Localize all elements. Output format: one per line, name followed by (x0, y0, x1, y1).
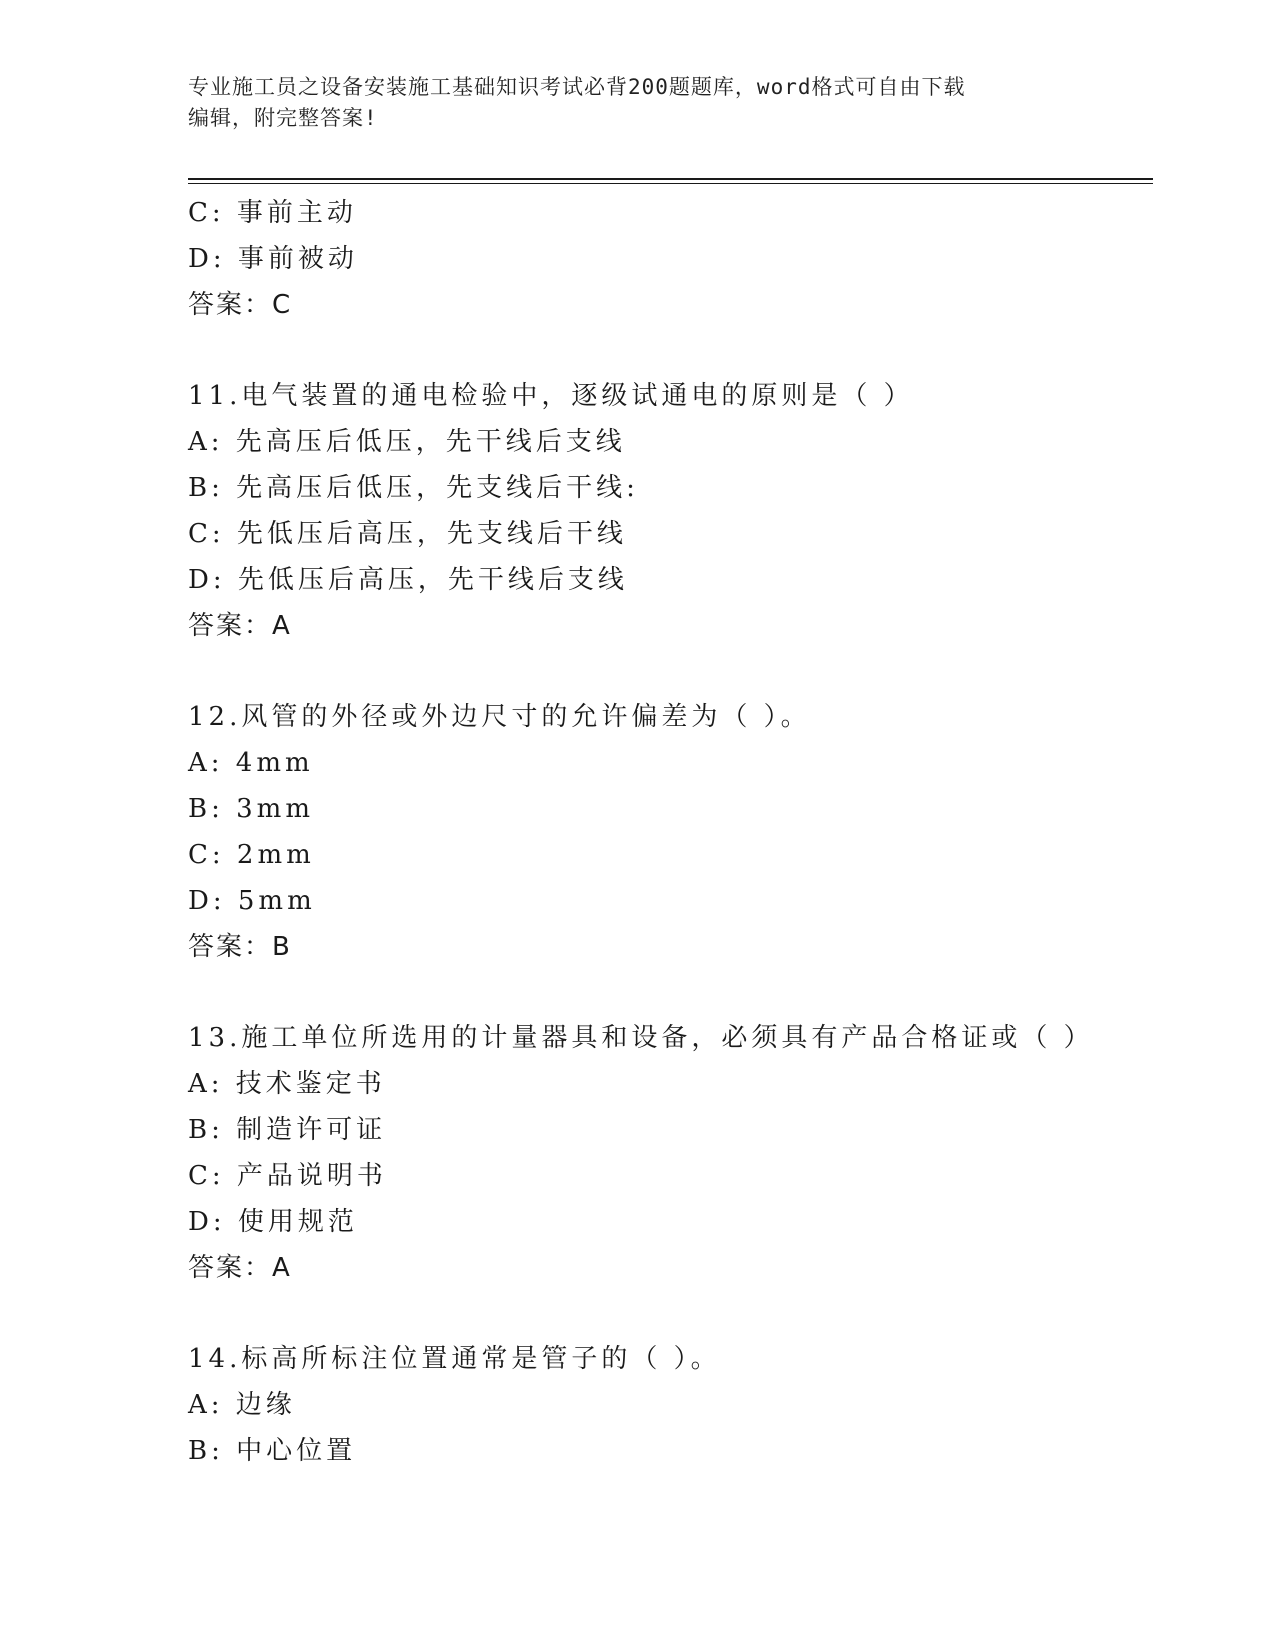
option-c: C: 产品说明书 (188, 1161, 387, 1191)
option-b: B: 3mm (188, 794, 314, 824)
option-b: B: 中心位置 (188, 1436, 357, 1466)
option-b: B: 制造许可证 (188, 1115, 387, 1145)
header-title-line-1: 专业施工员之设备安装施工基础知识考试必背200题题库，word格式可自由下载 (188, 75, 966, 99)
answer-line: 答案：A (188, 1253, 292, 1283)
question-text: 11.电气装置的通电检验中，逐级试通电的原则是（ ） (188, 381, 914, 411)
option-a: A: 4mm (188, 748, 314, 778)
question-12 (188, 694, 1148, 970)
question-14 (188, 1336, 1148, 1474)
header-divider-thin (188, 183, 1153, 184)
question-13 (188, 1015, 1148, 1291)
option-a: A: 技术鉴定书 (188, 1069, 386, 1099)
question-11 (188, 373, 1148, 649)
question-10-continuation (188, 190, 1148, 328)
option-b: B: 先高压后低压，先支线后干线: (188, 473, 639, 503)
option-a: A: 边缘 (188, 1390, 296, 1420)
option-d: D: 5mm (188, 886, 316, 916)
option-d: D: 事前被动 (188, 244, 358, 274)
question-text: 14.标高所标注位置通常是管子的（ ）。 (188, 1344, 721, 1374)
option-d: D: 使用规范 (188, 1207, 358, 1237)
answer-line: 答案：B (188, 932, 292, 962)
header-divider (188, 178, 1153, 180)
option-c: C: 先低压后高压，先支线后干线 (188, 519, 627, 549)
answer-line: 答案：A (188, 611, 292, 641)
question-text: 13.施工单位所选用的计量器具和设备，必须具有产品合格证或（ ） (188, 1023, 1094, 1053)
option-c: C: 事前主动 (188, 198, 357, 228)
header-title-line-2: 编辑，附完整答案! (188, 106, 378, 130)
option-c: C: 2mm (188, 840, 315, 870)
document-header (188, 72, 1068, 134)
question-list (188, 190, 1148, 1474)
answer-line: 答案：C (188, 290, 293, 320)
option-d: D: 先低压后高压，先干线后支线 (188, 565, 628, 595)
question-text: 12.风管的外径或外边尺寸的允许偏差为（ ）。 (188, 702, 811, 732)
option-a: A: 先高压后低压，先干线后支线 (188, 427, 626, 457)
